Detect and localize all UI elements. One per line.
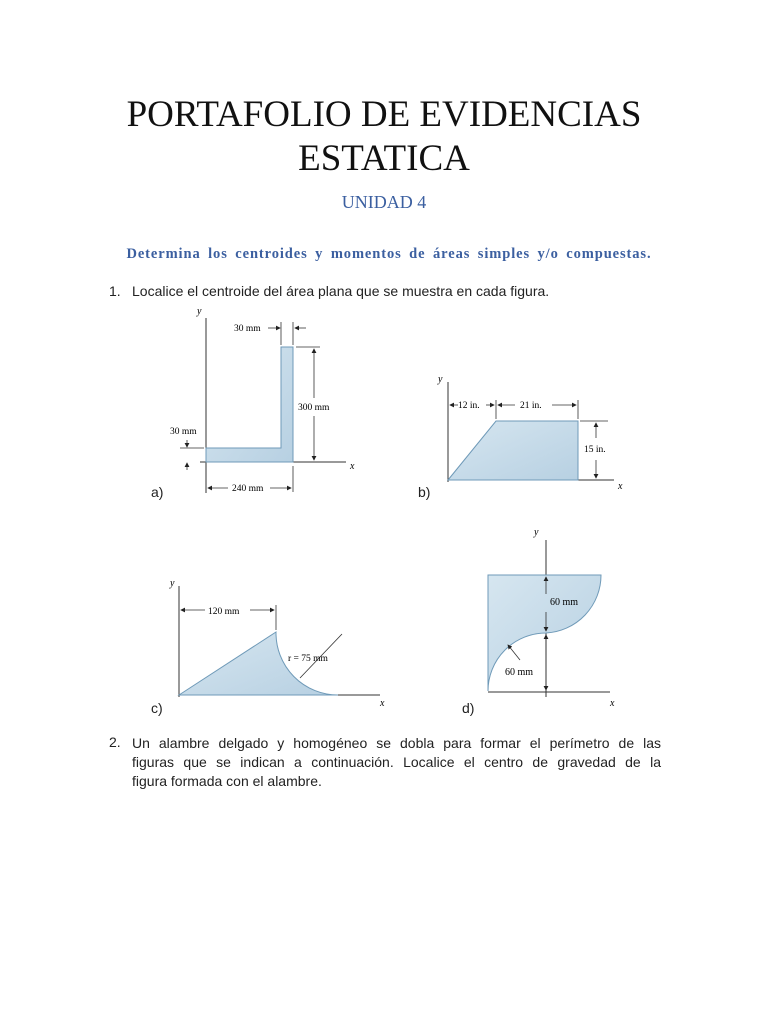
unit-heading: UNIDAD 4 — [341, 192, 427, 212]
fig-d-dim-lower: 60 mm — [505, 667, 534, 678]
instruction-text: Determina los centroides y momentos de áreas simples y/o compuestas. — [126, 246, 652, 262]
fig-c-dim-radius: r = 75 mm — [288, 654, 328, 664]
fig-a-axis-x-label: x — [350, 461, 355, 472]
fig-b-label: b) — [418, 484, 431, 500]
fig-b-axis-x-label: x — [618, 481, 623, 492]
question-2-line-2: figuras que se indican a continuación. Localice el centro de gravedad de la — [132, 754, 661, 770]
fig-a-dim-top: 30 mm — [234, 324, 261, 334]
question-2-text — [132, 734, 661, 791]
fig-c-label: c) — [151, 700, 163, 716]
page-title-line-2: ESTATICA — [298, 138, 470, 179]
question-1-text: Localice el centroide del área plana que se muestra en cada figura. — [132, 283, 550, 299]
fig-b-dim-mid: 21 in. — [520, 401, 542, 411]
figure-d — [488, 527, 615, 709]
question-2-line-1: Un alambre delgado y homogéneo se dobla para formar el perímetro de las — [132, 735, 661, 751]
fig-b-dim-right: 15 in. — [584, 445, 606, 455]
fig-c-axis-y-label: y — [170, 578, 175, 589]
question-1-number: 1. — [109, 283, 121, 299]
fig-a-dim-bottom: 240 mm — [232, 484, 264, 494]
page-title-line-1: PORTAFOLIO DE EVIDENCIAS — [126, 94, 642, 135]
figure-c — [169, 578, 385, 709]
fig-d-axis-x-label: x — [610, 698, 615, 709]
fig-a-l-shape — [206, 347, 293, 462]
fig-a-label: a) — [151, 484, 164, 500]
fig-d-dim-upper: 60 mm — [550, 597, 579, 608]
fig-c-axis-x-label: x — [380, 698, 385, 709]
fig-b-dim-left: 12 in. — [458, 401, 480, 411]
question-2-number: 2. — [109, 734, 121, 750]
figure-b — [437, 374, 623, 492]
fig-c-dim-top: 120 mm — [208, 607, 240, 617]
fig-a-dim-left: 30 mm — [170, 427, 197, 437]
question-2-line-3: figura formada con el alambre. — [132, 773, 322, 789]
fig-b-axis-y-label: y — [438, 374, 443, 385]
fig-d-axis-y-label: y — [534, 527, 539, 538]
figure-a — [170, 306, 355, 494]
fig-a-axis-y-label: y — [197, 306, 202, 317]
fig-d-label: d) — [462, 700, 475, 716]
fig-a-dim-right: 300 mm — [298, 403, 330, 413]
fig-b-trapezoid — [448, 421, 578, 480]
